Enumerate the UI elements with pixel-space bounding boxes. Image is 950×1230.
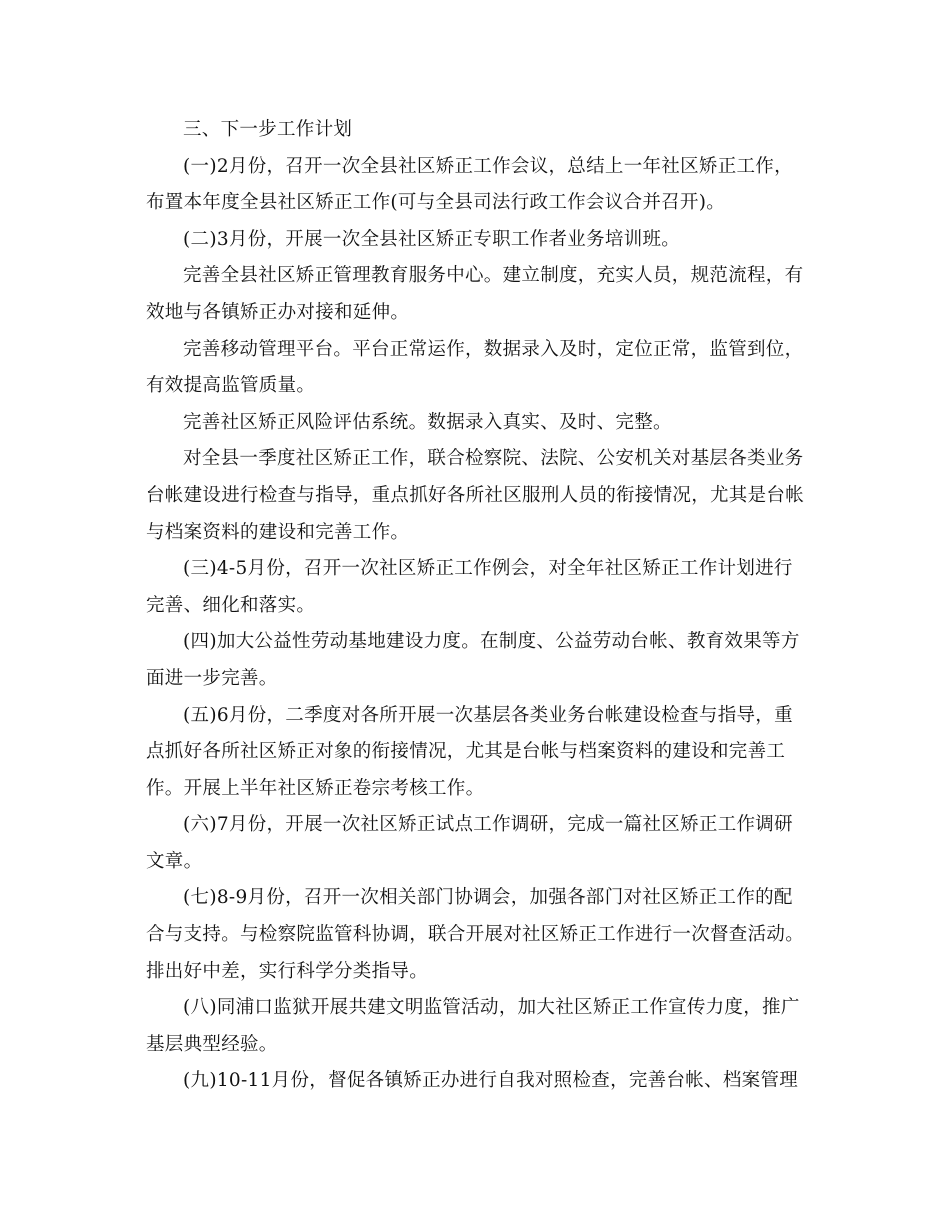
text-line: 完善移动管理平台。平台正常运作，数据录入及时，定位正常，监管到位， xyxy=(183,338,804,360)
text-line: 效地与各镇矫正办对接和延伸。 xyxy=(146,301,410,323)
text-line: (四)加大公益性劳动基地建设力度。在制度、公益劳动台帐、教育效果等方 xyxy=(183,631,800,653)
text-line: (八)同浦口监狱开展共建文明监管活动，加大社区矫正工作宣传力度，推广 xyxy=(183,997,800,1019)
text-line: (七)8-9月份，召开一次相关部门协调会，加强各部门对社区矫正工作的配 xyxy=(183,887,793,909)
text-line: (三)4-5月份，召开一次社区矫正工作例会，对全年社区矫正工作计划进行 xyxy=(183,558,793,580)
text-line: 与档案资料的建设和完善工作。 xyxy=(146,521,410,543)
text-line: 合与支持。与检察院监管科协调，联合开展对社区矫正工作进行一次督查活动。 xyxy=(146,924,805,946)
text-line: 排出好中差，实行科学分类指导。 xyxy=(146,960,429,982)
text-line: 三、下一步工作计划 xyxy=(183,119,353,140)
text-line: 对全县一季度社区矫正工作，联合检察院、法院、公安机关对基层各类业务 xyxy=(183,448,804,470)
text-line: (二)3月份，开展一次全县社区矫正专职工作者业务培训班。 xyxy=(183,228,681,250)
text-line: 基层典型经验。 xyxy=(146,1033,278,1055)
text-line: (一)2月份，召开一次全县社区矫正工作会议，总结上一年社区矫正工作， xyxy=(183,155,793,177)
text-line: (五)6月份，二季度对各所开展一次基层各类业务台帐建设检查与指导，重 xyxy=(183,704,793,726)
text-line: 完善全县社区矫正管理教育服务中心。建立制度，充实人员，规范流程，有 xyxy=(183,265,804,287)
text-line: 布置本年度全县社区矫正工作(可与全县司法行政工作会议合并召开)。 xyxy=(146,192,726,214)
text-line: 面进一步完善。 xyxy=(146,667,278,689)
text-line: 作。开展上半年社区矫正卷宗考核工作。 xyxy=(146,777,485,799)
text-line: 完善、细化和落实。 xyxy=(146,594,316,616)
text-line: 点抓好各所社区矫正对象的衔接情况，尤其是台帐与档案资料的建设和完善工 xyxy=(146,741,786,763)
text-line: 有效提高监管质量。 xyxy=(146,375,316,397)
text-line: 文章。 xyxy=(146,850,203,872)
text-line: 台帐建设进行检查与指导，重点抓好各所社区服刑人员的衔接情况，尤其是台帐 xyxy=(146,484,805,506)
text-line: (六)7月份，开展一次社区矫正试点工作调研，完成一篇社区矫正工作调研 xyxy=(183,814,793,836)
text-line: 完善社区矫正风险评估系统。数据录入真实、及时、完整。 xyxy=(183,411,672,433)
document-body xyxy=(146,112,805,1100)
text-line: (九)10-11月份，督促各镇矫正办进行自我对照检查，完善台帐、档案管理 xyxy=(183,1070,799,1092)
